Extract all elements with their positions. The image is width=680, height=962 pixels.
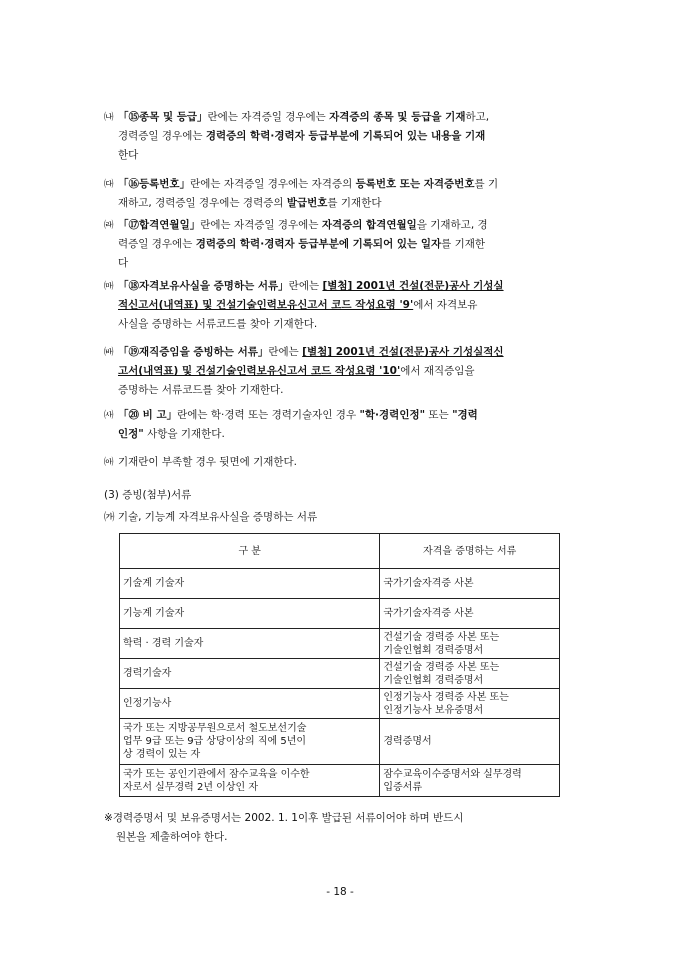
header-category: 구 분 bbox=[120, 534, 380, 569]
item-text: 자격증의 합격연월일 bbox=[321, 219, 417, 231]
instruction-item bbox=[104, 216, 604, 273]
cell-document bbox=[380, 629, 560, 659]
item-text: 사항을 기재한다. bbox=[143, 428, 225, 440]
table-row bbox=[120, 659, 560, 689]
item-text: 란에는 학·경력 또는 경력기술자인 경우 bbox=[177, 409, 360, 421]
cell-line: 상 경력이 있는 자 bbox=[123, 749, 201, 760]
cell-document bbox=[380, 765, 560, 797]
item-text: 를 기재한 bbox=[441, 238, 486, 250]
cell-line: 업무 9급 또는 9급 상당이상의 직에 5년이 bbox=[123, 736, 307, 747]
table-header-row bbox=[120, 534, 560, 569]
item-text: 적신고서(내역표) 및 건설기술인력보유신고서 코드 작성요령 '9' bbox=[118, 299, 414, 311]
cell-document bbox=[380, 689, 560, 719]
item-text: 「⑰합격연월일」 bbox=[118, 219, 201, 231]
item-marker: ㈓ bbox=[104, 347, 114, 358]
cell-line: 입증서류 bbox=[383, 781, 423, 793]
item-text: 「⑱자격보유사실을 증명하는 서류」 bbox=[118, 280, 289, 292]
item-text: "경력 bbox=[452, 409, 478, 421]
cell-line: 국가 또는 공인기관에서 잠수교육을 이수한 bbox=[123, 768, 310, 780]
cell-category bbox=[120, 599, 380, 629]
cell-line: 경력증명서 bbox=[383, 736, 432, 747]
cell-document bbox=[380, 719, 560, 765]
instruction-item bbox=[104, 453, 604, 472]
cell-line: 경력기술자 bbox=[123, 668, 172, 679]
item-text: 하고, bbox=[465, 111, 490, 123]
note-mark: ※ bbox=[104, 812, 113, 824]
item-text: 을 기재하고, 경 bbox=[416, 219, 488, 231]
cell-line: 건설기술 경력증 사본 또는 bbox=[383, 631, 500, 643]
instruction-item bbox=[104, 108, 604, 165]
item-marker: ㈑ bbox=[104, 220, 114, 231]
item-text: 인정" bbox=[118, 428, 144, 440]
item-text: 한다 bbox=[118, 149, 139, 161]
cell-line: 건설기술 경력증 사본 또는 bbox=[383, 661, 500, 673]
item-text: 고서(내역표) 및 건설기술인력보유신고서 코드 작성요령 '10' bbox=[118, 365, 401, 377]
item-text: 에서 자격보유 bbox=[413, 299, 478, 311]
cell-category bbox=[120, 689, 380, 719]
item-text: 다 bbox=[118, 257, 129, 269]
cell-category bbox=[120, 719, 380, 765]
cell-line: 인정기능사 bbox=[123, 698, 172, 709]
note-line: 원본을 제출하여야 한다. bbox=[116, 831, 228, 843]
item-text: 사실을 증명하는 서류코드를 찾아 기재한다. bbox=[118, 318, 318, 330]
item-marker: ㈕ bbox=[104, 457, 114, 468]
cell-document bbox=[380, 659, 560, 689]
cell-line: 기능계 기술자 bbox=[123, 608, 185, 619]
item-text: 를 기 bbox=[474, 178, 499, 190]
cell-document bbox=[380, 569, 560, 599]
item-text: 란에는 자격증일 경우에는 bbox=[200, 219, 322, 231]
note bbox=[104, 809, 584, 847]
note-line: 경력증명서 및 보유증명서는 2002. 1. 1이후 발급된 서류이어야 하며 반드시 bbox=[112, 812, 464, 824]
item-text: 를 기재한다 bbox=[327, 197, 382, 209]
cell-category bbox=[120, 765, 380, 797]
cell-line: 국가기술자격증 사본 bbox=[383, 608, 474, 619]
item-marker: ㈏ bbox=[104, 112, 114, 123]
cell-category bbox=[120, 659, 380, 689]
item-text: 「⑯등록번호」 bbox=[118, 178, 191, 190]
cell-line: 국가기술자격증 사본 bbox=[383, 578, 474, 589]
item-text: [별첨] 2001년 건설(전문)공사 기성실 bbox=[322, 280, 504, 292]
header-document: 자격을 증명하는 서류 bbox=[380, 534, 560, 569]
item-text: 등록번호 또는 자격증번호 bbox=[355, 178, 475, 190]
item-marker: ㈒ bbox=[104, 281, 114, 292]
item-text: 란에는 bbox=[288, 280, 323, 292]
cell-line: 자로서 실무경력 2년 이상인 자 bbox=[123, 781, 258, 793]
item-text: 증명하는 서류코드를 찾아 기재한다. bbox=[118, 384, 284, 396]
item-text: 란에는 bbox=[268, 346, 303, 358]
cell-line: 학력 · 경력 기술자 bbox=[123, 638, 204, 649]
item-text: 자격증의 종목 및 등급을 기재 bbox=[329, 111, 466, 123]
instruction-item bbox=[104, 343, 604, 400]
item-text: 「⑲재직증임을 증빙하는 서류」 bbox=[118, 346, 269, 358]
cell-line: 기술인협회 경력증명서 bbox=[383, 674, 484, 686]
cell-line: 인정기능사 경력증 사본 또는 bbox=[383, 691, 509, 703]
table-row bbox=[120, 719, 560, 765]
cell-category bbox=[120, 629, 380, 659]
item-text: 력증일 경우에는 bbox=[118, 238, 196, 250]
item-text: 발급번호 bbox=[286, 197, 328, 209]
cell-line: 잠수교육이수증명서와 실무경력 bbox=[383, 768, 522, 780]
cell-category bbox=[120, 569, 380, 599]
table-row bbox=[120, 689, 560, 719]
item-text: 에서 재직증임을 bbox=[400, 365, 475, 377]
table-row bbox=[120, 569, 560, 599]
cell-document bbox=[380, 599, 560, 629]
table-row bbox=[120, 765, 560, 797]
item-marker: ㈐ bbox=[104, 179, 114, 190]
item-text: [별첨] 2001년 건설(전문)공사 기성실적신 bbox=[302, 346, 504, 358]
cell-line: 인정기능사 보유증명서 bbox=[383, 704, 484, 716]
instruction-item bbox=[104, 406, 604, 444]
cell-line: 기술인협회 경력증명서 bbox=[383, 644, 484, 656]
instruction-item bbox=[104, 175, 604, 213]
item-text: 란에는 자격증일 경우에는 자격증의 bbox=[190, 178, 356, 190]
instruction-item bbox=[104, 277, 604, 334]
item-text: 경력증의 학력·경력자 등급부분에 기록되어 있는 내용을 기재 bbox=[205, 130, 486, 142]
item-text: "학·경력인정" bbox=[359, 409, 426, 421]
section-heading: (3) 증빙(첨부)서류 bbox=[104, 489, 192, 501]
item-text: 재하고, 경력증일 경우에는 경력증의 bbox=[118, 197, 287, 209]
item-text: 기재란이 부족할 경우 뒷면에 기재한다. bbox=[118, 456, 297, 468]
cell-line: 국가 또는 지방공무원으로서 철도보선기술 bbox=[123, 723, 307, 734]
item-text: 란에는 자격증일 경우에는 bbox=[207, 111, 330, 123]
item-text: 「⑳ 비 고」 bbox=[118, 409, 178, 421]
item-text: 「⑮종목 및 등급」 bbox=[118, 111, 208, 123]
section-subheading: ㈎ 기술, 기능계 자격보유사실을 증명하는 서류 bbox=[104, 511, 318, 523]
page-number: - 18 - bbox=[326, 886, 354, 898]
item-marker: ㈔ bbox=[104, 410, 114, 421]
item-text: 경력증일 경우에는 bbox=[118, 130, 206, 142]
cell-line: 기술계 기술자 bbox=[123, 578, 185, 589]
table-row bbox=[120, 599, 560, 629]
item-text: 또는 bbox=[425, 409, 453, 421]
table-row bbox=[120, 629, 560, 659]
document-table bbox=[119, 533, 560, 797]
item-text: 경력증의 학력·경력자 등급부분에 기록되어 있는 일자 bbox=[195, 238, 442, 250]
